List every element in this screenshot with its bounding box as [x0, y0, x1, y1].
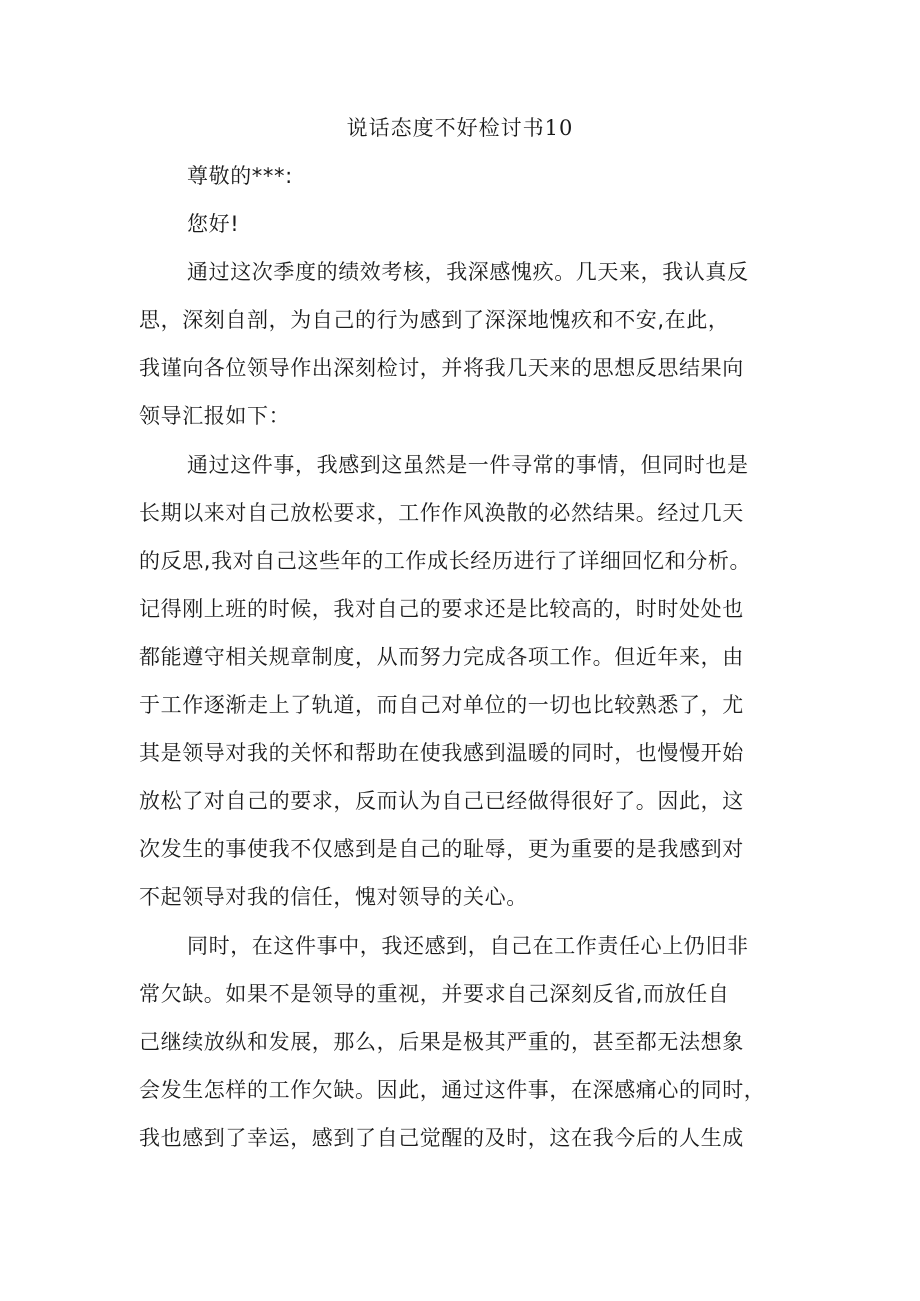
document-body [139, 152, 787, 1162]
body-line: 记得刚上班的时候，我对自己的要求还是比较高的，时时处处也 [139, 596, 744, 621]
body-line: 尊敬的***: [187, 164, 293, 188]
body-line: 同时，在这件事中，我还感到，自己在工作责任心上仍旧非 [187, 933, 749, 958]
body-line: 的反思,我对自己这些年的工作成长经历进行了详细回忆和分析。 [139, 548, 752, 573]
body-line: 我谨向各位领导作出深刻检讨，并将我几天来的思想反思结果向 [139, 356, 744, 381]
body-line: 不起领导对我的信任，愧对领导的关心。 [139, 885, 528, 910]
body-line: 于工作逐渐走上了轨道，而自己对单位的一切也比较熟悉了，尤 [139, 693, 744, 718]
body-line: 其是领导对我的关怀和帮助在使我感到温暖的同时，也慢慢开始 [139, 741, 744, 766]
body-line: 通过这次季度的绩效考核，我深感愧疚。几天来，我认真反 [187, 260, 749, 285]
body-line: 次发生的事使我不仅感到是自己的耻辱，更为重要的是我感到对 [139, 837, 744, 862]
body-line: 常欠缺。如果不是领导的重视，并要求自己深刻反省,而放任自 [139, 981, 730, 1006]
body-line: 我也感到了幸运，感到了自己觉醒的及时，这在我今后的人生成 [139, 1125, 744, 1150]
document-title: 说话态度不好检讨书10 [346, 116, 574, 140]
body-line: 己继续放纵和发展，那么，后果是极其严重的，甚至都无法想象 [139, 1029, 744, 1054]
body-line: 思，深刻自剖，为自己的行为感到了深深地愧疚和不安,在此， [139, 308, 730, 333]
body-line: 都能遵守相关规章制度，从而努力完成各项工作。但近年来，由 [139, 644, 744, 669]
body-line: 放松了对自己的要求，反而认为自己已经做得很好了。因此，这 [139, 789, 744, 814]
body-line: 您好! [187, 212, 240, 237]
body-line: 领导汇报如下： [139, 404, 291, 429]
body-line: 长期以来对自己放松要求，工作作风涣散的必然结果。经过几天 [139, 500, 744, 525]
body-line: 通过这件事，我感到这虽然是一件寻常的事情，但同时也是 [187, 452, 749, 477]
body-line: 会发生怎样的工作欠缺。因此，通过这件事，在深感痛心的同时， [139, 1077, 766, 1102]
